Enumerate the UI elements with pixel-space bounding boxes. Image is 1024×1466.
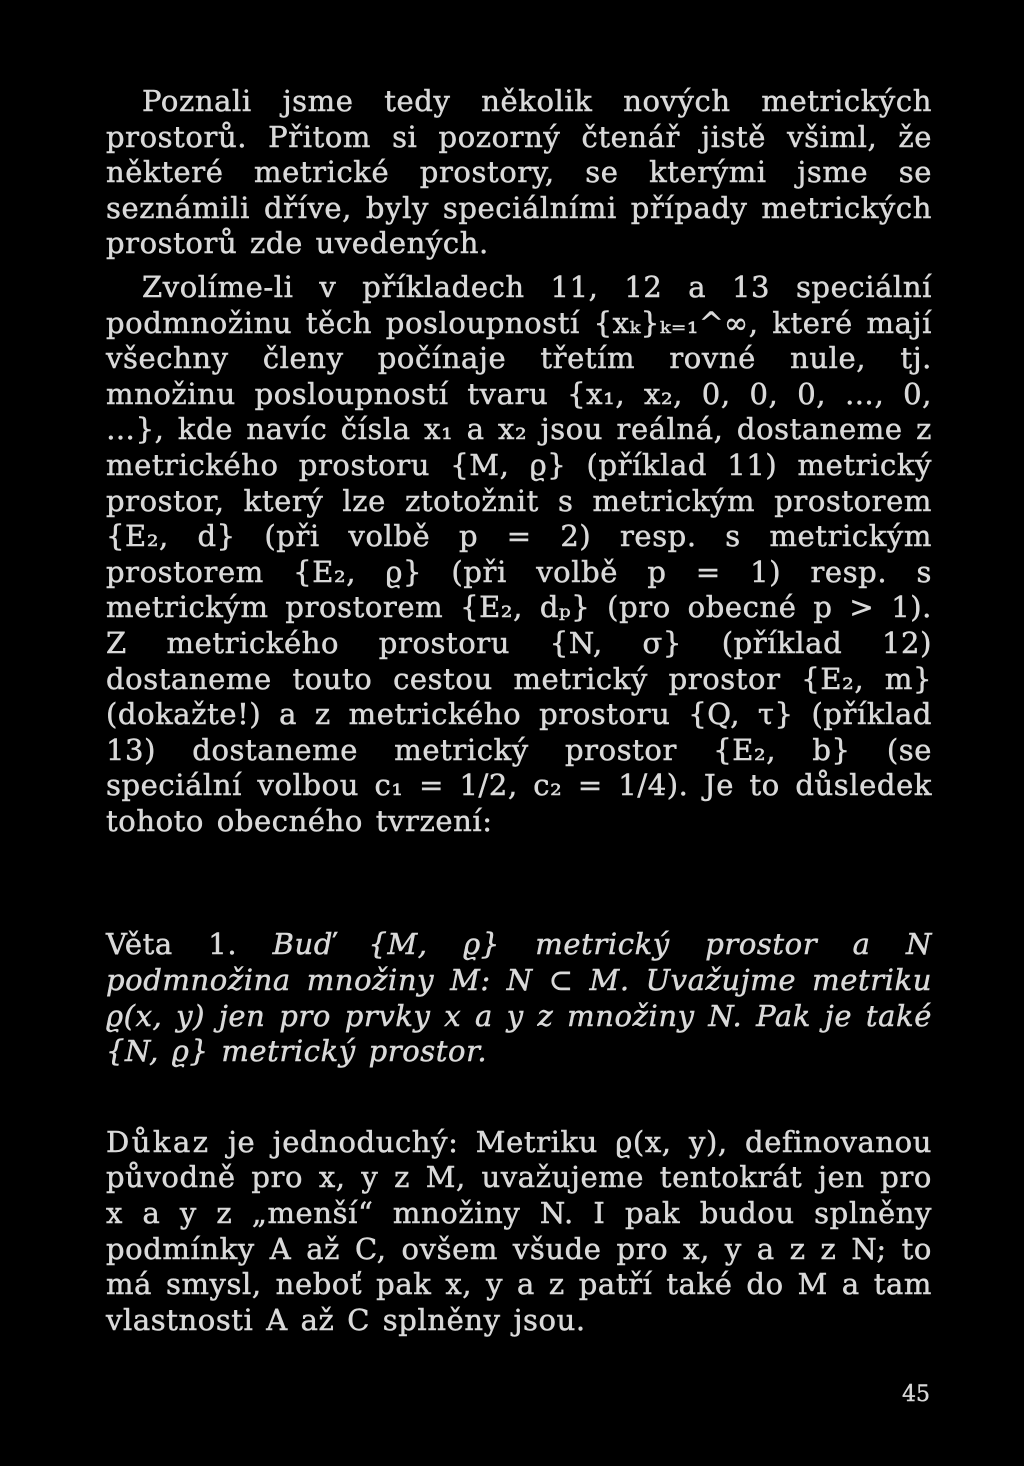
theorem-label: Věta 1. [106,927,238,962]
paragraph-examples: Zvolíme-li v příkladech 11, 12 a 13 speciální podmnožinu těch posloupností {xₖ}ₖ₌₁^∞, které mají všechny členy počínaje třetím rovné nule, tj. množinu posloupností tvaru {x₁, x₂, 0, 0, 0, …, 0, …}, kde navíc čísla x₁ a x₂ jsou reálná, dostaneme z metrického prostoru {M, ϱ} (příklad 11) metrický prostor, který lze ztotožnit s metrickým prostorem {E₂, d} (při volbě p = 2) resp. s metrickým prostorem {E₂, ϱ} (při volbě p = 1) resp. s metrickým prostorem {E₂, dₚ} (pro obecné p > 1). Z metrického prostoru {N, σ} (příklad 12) dostaneme touto cestou metrický prostor {E₂, m} (dokažte!) a z metrického prostoru {Q, τ} (příklad 13) dostaneme metrický prostor {E₂, b} (se speciální volbou c₁ = 1/2, c₂ = 1/4). Je to důsledek tohoto obecného tvrzení: [106,269,932,838]
theorem [106,927,932,1069]
page-number: 45 [902,1382,930,1407]
theorem-text: Buď {M, ϱ} metrický prostor a N podmnožina množiny M: N ⊂ M. Uvažujme metriku ϱ(x, y) jen pro prvky x a y z množiny N. Pak je také {N, ϱ} metrický prostor. [106,927,932,1069]
proof-text: je jednoduchý: Metriku ϱ(x, y), definovanou původně pro x, y z M, uvažujeme tentokrát jen pro x a y z „menší“ množiny N. I pak budou splněny podmínky A až C, ovšem všude pro x, y a z z N; to má smysl, neboť pak x, y a z patří také do M a tam vlastnosti A až C splněny jsou. [106,1124,932,1337]
proof-label: Důkaz [106,1124,211,1159]
paragraph-intro: Poznali jsme tedy několik nových metrických prostorů. Přitom si pozorný čtenář jistě všiml, že některé metrické prostory, se kterými jsme se seznámili dříve, byly speciálními případy metrických prostorů zde uvedených. [106,84,932,261]
proof [106,1125,932,1339]
page-content [106,84,932,1338]
